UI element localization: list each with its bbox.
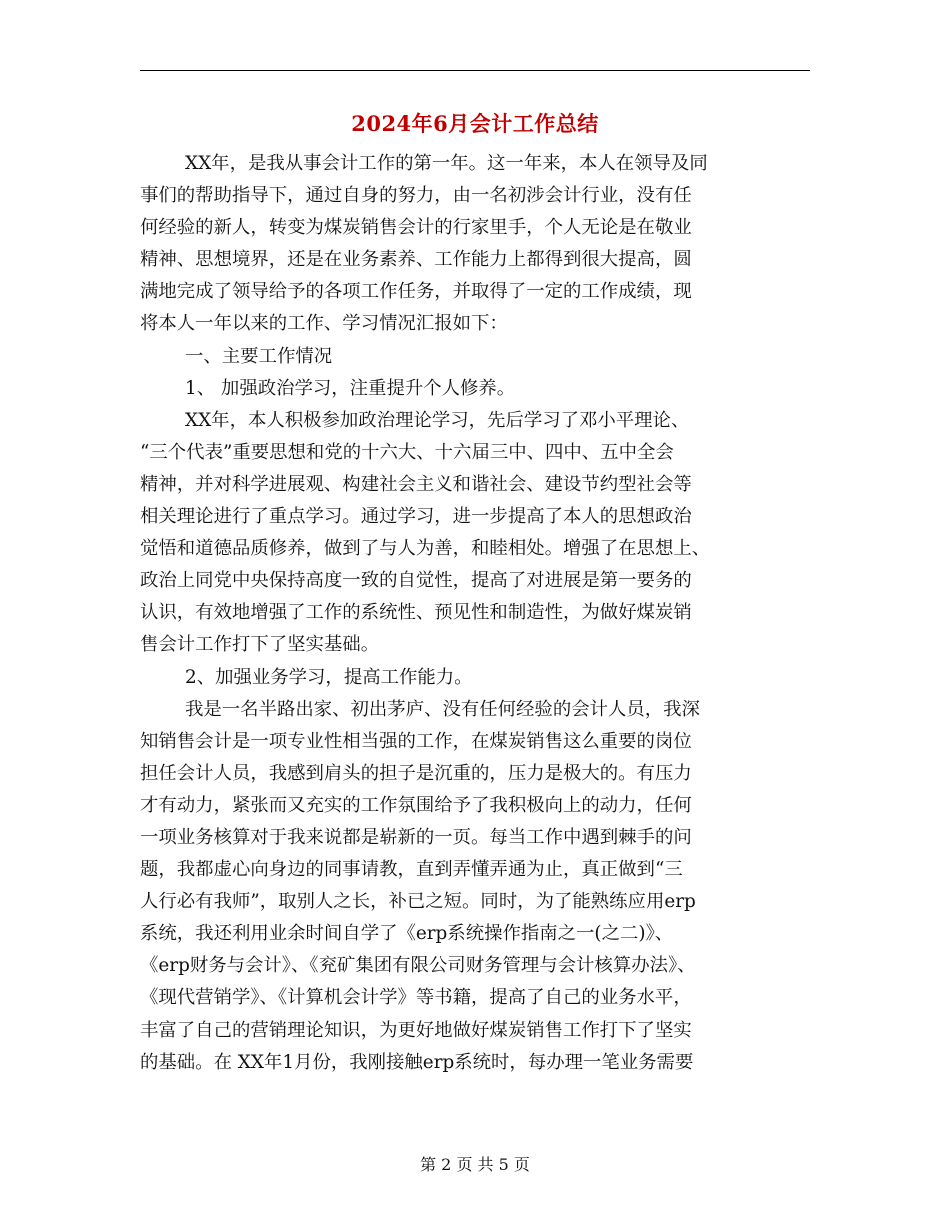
body-line: XX年，本人积极参加政治理论学习，先后学习了邓小平理论、 <box>185 409 690 431</box>
body-line: 1、 加强政治学习，注重提升个人修养。 <box>185 377 516 399</box>
body-line: 事们的帮助指导下，通过自身的努力，由一名初涉会计行业，没有任 <box>140 185 692 207</box>
body-line: 售会计工作打下了坚实基础。 <box>140 634 380 656</box>
header-rule <box>140 70 810 71</box>
body-line: XX年，是我从事会计工作的第一年。这一年来，本人在领导及同 <box>185 153 708 174</box>
body-line: 知销售会计是一项专业性相当强的工作，在煤炭销售这么重要的岗位 <box>140 730 692 752</box>
body-line: 一项业务核算对于我来说都是崭新的一页。每当工作中遇到棘手的问 <box>140 826 692 848</box>
body-line: 精神、思想境界，还是在业务素养、工作能力上都得到很大提高，圆 <box>140 249 692 271</box>
body-line: 题，我都虚心向身边的同事请教，直到弄懂弄通为止，真正做到“三 <box>140 859 683 881</box>
body-line: 《erp财务与会计》、《兖矿集团有限公司财务管理与会计核算办法》、 <box>140 955 696 977</box>
body-line: 认识，有效地增强了工作的系统性、预见性和制造性，为做好煤炭销 <box>140 602 692 624</box>
body-line: 精神，并对科学进展观、构建社会主义和谐社会、建设节约型社会等 <box>140 473 692 495</box>
body-line: 一、主要工作情况 <box>185 345 333 367</box>
body-line: 担任会计人员，我感到肩头的担子是沉重的，压力是极大的。有压力 <box>140 762 692 784</box>
page-number-footer: 第 2 页 共 5 页 <box>420 1155 530 1174</box>
body-line: 丰富了自己的营销理论知识，为更好地做好煤炭销售工作打下了坚实 <box>140 1019 692 1041</box>
body-line: 将本人一年以来的工作、学习情况汇报如下： <box>140 313 508 335</box>
body-line: “三个代表”重要思想和党的十六大、十六届三中、四中、五中全会 <box>140 441 674 463</box>
body-line: 政治上同党中央保持高度一致的自觉性，提高了对进展是第一要务的 <box>140 570 692 592</box>
body-line: 2、加强业务学习，提高工作能力。 <box>185 666 473 688</box>
document-title: 2024年6月会计工作总结 <box>351 111 599 136</box>
body-line: 何经验的新人，转变为煤炭销售会计的行家里手，个人无论是在敬业 <box>140 217 692 239</box>
body-line: 我是一名半路出家、初出茅庐、没有任何经验的会计人员，我深 <box>185 698 700 720</box>
body-line: 人行必有我师”，取别人之长，补已之短。同时，为了能熟练应用erp <box>140 891 696 913</box>
body-line: 满地完成了领导给予的各项工作任务，并取得了一定的工作成绩，现 <box>140 281 692 303</box>
body-line: 系统，我还利用业余时间自学了《erp系统操作指南之一(之二)》、 <box>140 923 674 945</box>
body-line: 觉悟和道德品质修养，做到了与人为善，和睦相处。增强了在思想上、 <box>140 538 711 560</box>
body-line: 才有动力，紧张而又充实的工作氛围给予了我积极向上的动力，任何 <box>140 794 692 816</box>
body-line: 相关理论进行了重点学习。通过学习，进一步提高了本人的思想政治 <box>140 506 692 528</box>
body-line: 的基础。在 XX年1月份，我刚接触erp系统时，每办理一笔业务需要 <box>140 1051 694 1073</box>
body-line: 《现代营销学》、《计算机会计学》等书籍，提高了自己的业务水平， <box>140 987 692 1009</box>
document-body <box>140 148 810 1079</box>
